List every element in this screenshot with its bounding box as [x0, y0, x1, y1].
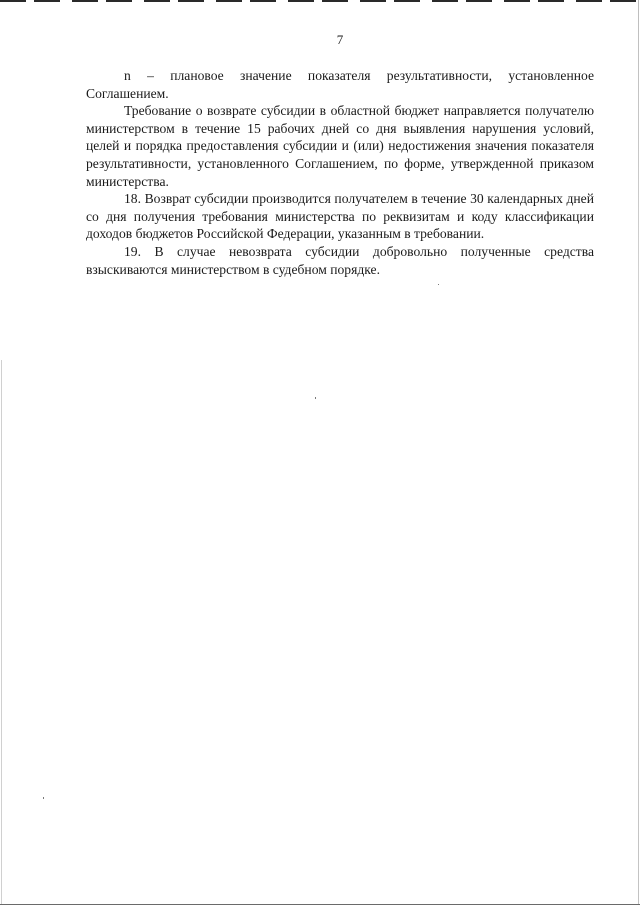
paragraph-item-18: 18. Возврат субсидии производится получателем в течение 30 календарных дней со дня получения требования министерства по реквизитам и коду классификации доходов бюджетов Российской Федерации, указанным в требовании. [86, 191, 594, 242]
paragraph-formula-note: n – плановое значение показателя результативности, установленное Соглашением. [86, 68, 594, 101]
page-number: 7 [336, 32, 344, 47]
scan-speck [315, 397, 316, 399]
scan-edge-top [0, 0, 640, 2]
scan-edge-right [638, 0, 639, 905]
scan-speck [43, 797, 44, 799]
paragraph-item-19: 19. В случае невозврата субсидии добровольно полученные средства взыскиваются министерством в судебном порядке. [86, 243, 594, 277]
paragraph-return-demand: Требование о возврате субсидии в областной бюджет направляется получателю министерством в течение 15 рабочих дней со дня выявления нарушения условий, целей и порядка предоставления субсидии и (или) недостижения значения показателя результативности, установленного Соглашением, по форме, утвержденной приказом министерства. [86, 103, 594, 189]
scan-edge-left [1, 360, 2, 905]
scan-speck [438, 284, 439, 285]
document-body [86, 67, 594, 278]
